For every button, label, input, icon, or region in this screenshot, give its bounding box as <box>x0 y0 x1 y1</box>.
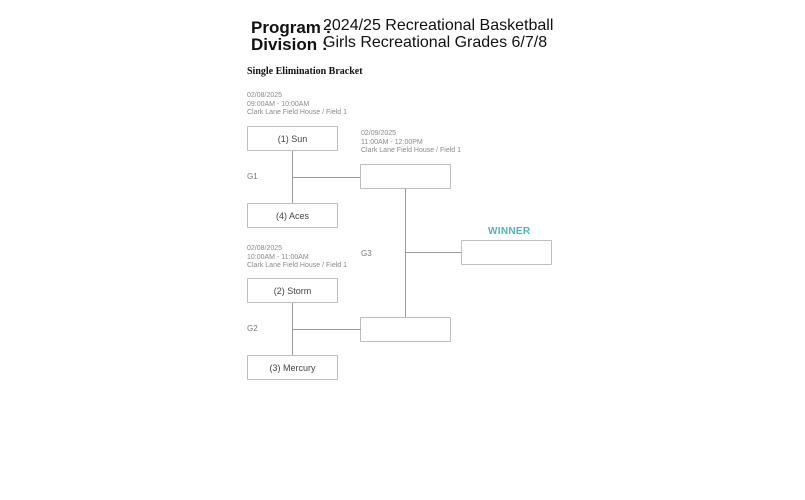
game1-time: 09:00AM - 10:00AM <box>247 100 310 108</box>
winner-box[interactable] <box>461 240 552 265</box>
game1-bottom-team-name: (4) Aces <box>275 210 309 221</box>
game3-top-team[interactable] <box>360 164 451 189</box>
game3-schedule <box>361 130 461 156</box>
bracket-title: Single Elimination Bracket <box>247 66 363 77</box>
game1-date: 02/08/2025 <box>247 92 283 99</box>
program-label: Program : <box>251 18 332 37</box>
game3-time: 11:00AM - 12:00PM <box>361 138 423 146</box>
game2-top-team-name: (2) Storm <box>273 285 312 296</box>
division-value: Girls Recreational Grades 6/7/8 <box>323 34 548 51</box>
game3-date: 02/09/2025 <box>361 130 397 137</box>
division-label: Division : <box>251 35 328 54</box>
game3-label: G3 <box>361 249 372 258</box>
game1-horizontal-connector <box>292 177 361 178</box>
game3-vertical-connector <box>405 189 406 317</box>
game1-schedule <box>247 92 347 118</box>
game1-location: Clark Lane Field House / Field 1 <box>247 109 347 116</box>
game2-label: G2 <box>247 324 258 333</box>
game3-location: Clark Lane Field House / Field 1 <box>361 147 461 154</box>
game2-bottom-team[interactable] <box>247 355 338 380</box>
game2-top-team[interactable] <box>247 278 338 303</box>
game1-label: G1 <box>247 172 258 181</box>
game2-time: 10:00AM - 11:00AM <box>247 253 309 261</box>
game3-horizontal-connector <box>405 252 461 253</box>
game2-date: 02/08/2025 <box>247 245 283 252</box>
game3-bottom-team[interactable] <box>360 317 451 342</box>
game2-bottom-team-name: (3) Mercury <box>269 362 316 373</box>
game2-location: Clark Lane Field House / Field 1 <box>247 262 347 269</box>
game2-horizontal-connector <box>292 329 361 330</box>
game1-bottom-team[interactable] <box>247 203 338 228</box>
game1-top-team-name: (1) Sun <box>277 133 308 144</box>
program-value: 2024/25 Recreational Basketball <box>323 17 554 34</box>
game1-top-team[interactable] <box>247 126 338 151</box>
game2-schedule <box>247 245 347 271</box>
winner-label: WINNER <box>488 226 531 237</box>
